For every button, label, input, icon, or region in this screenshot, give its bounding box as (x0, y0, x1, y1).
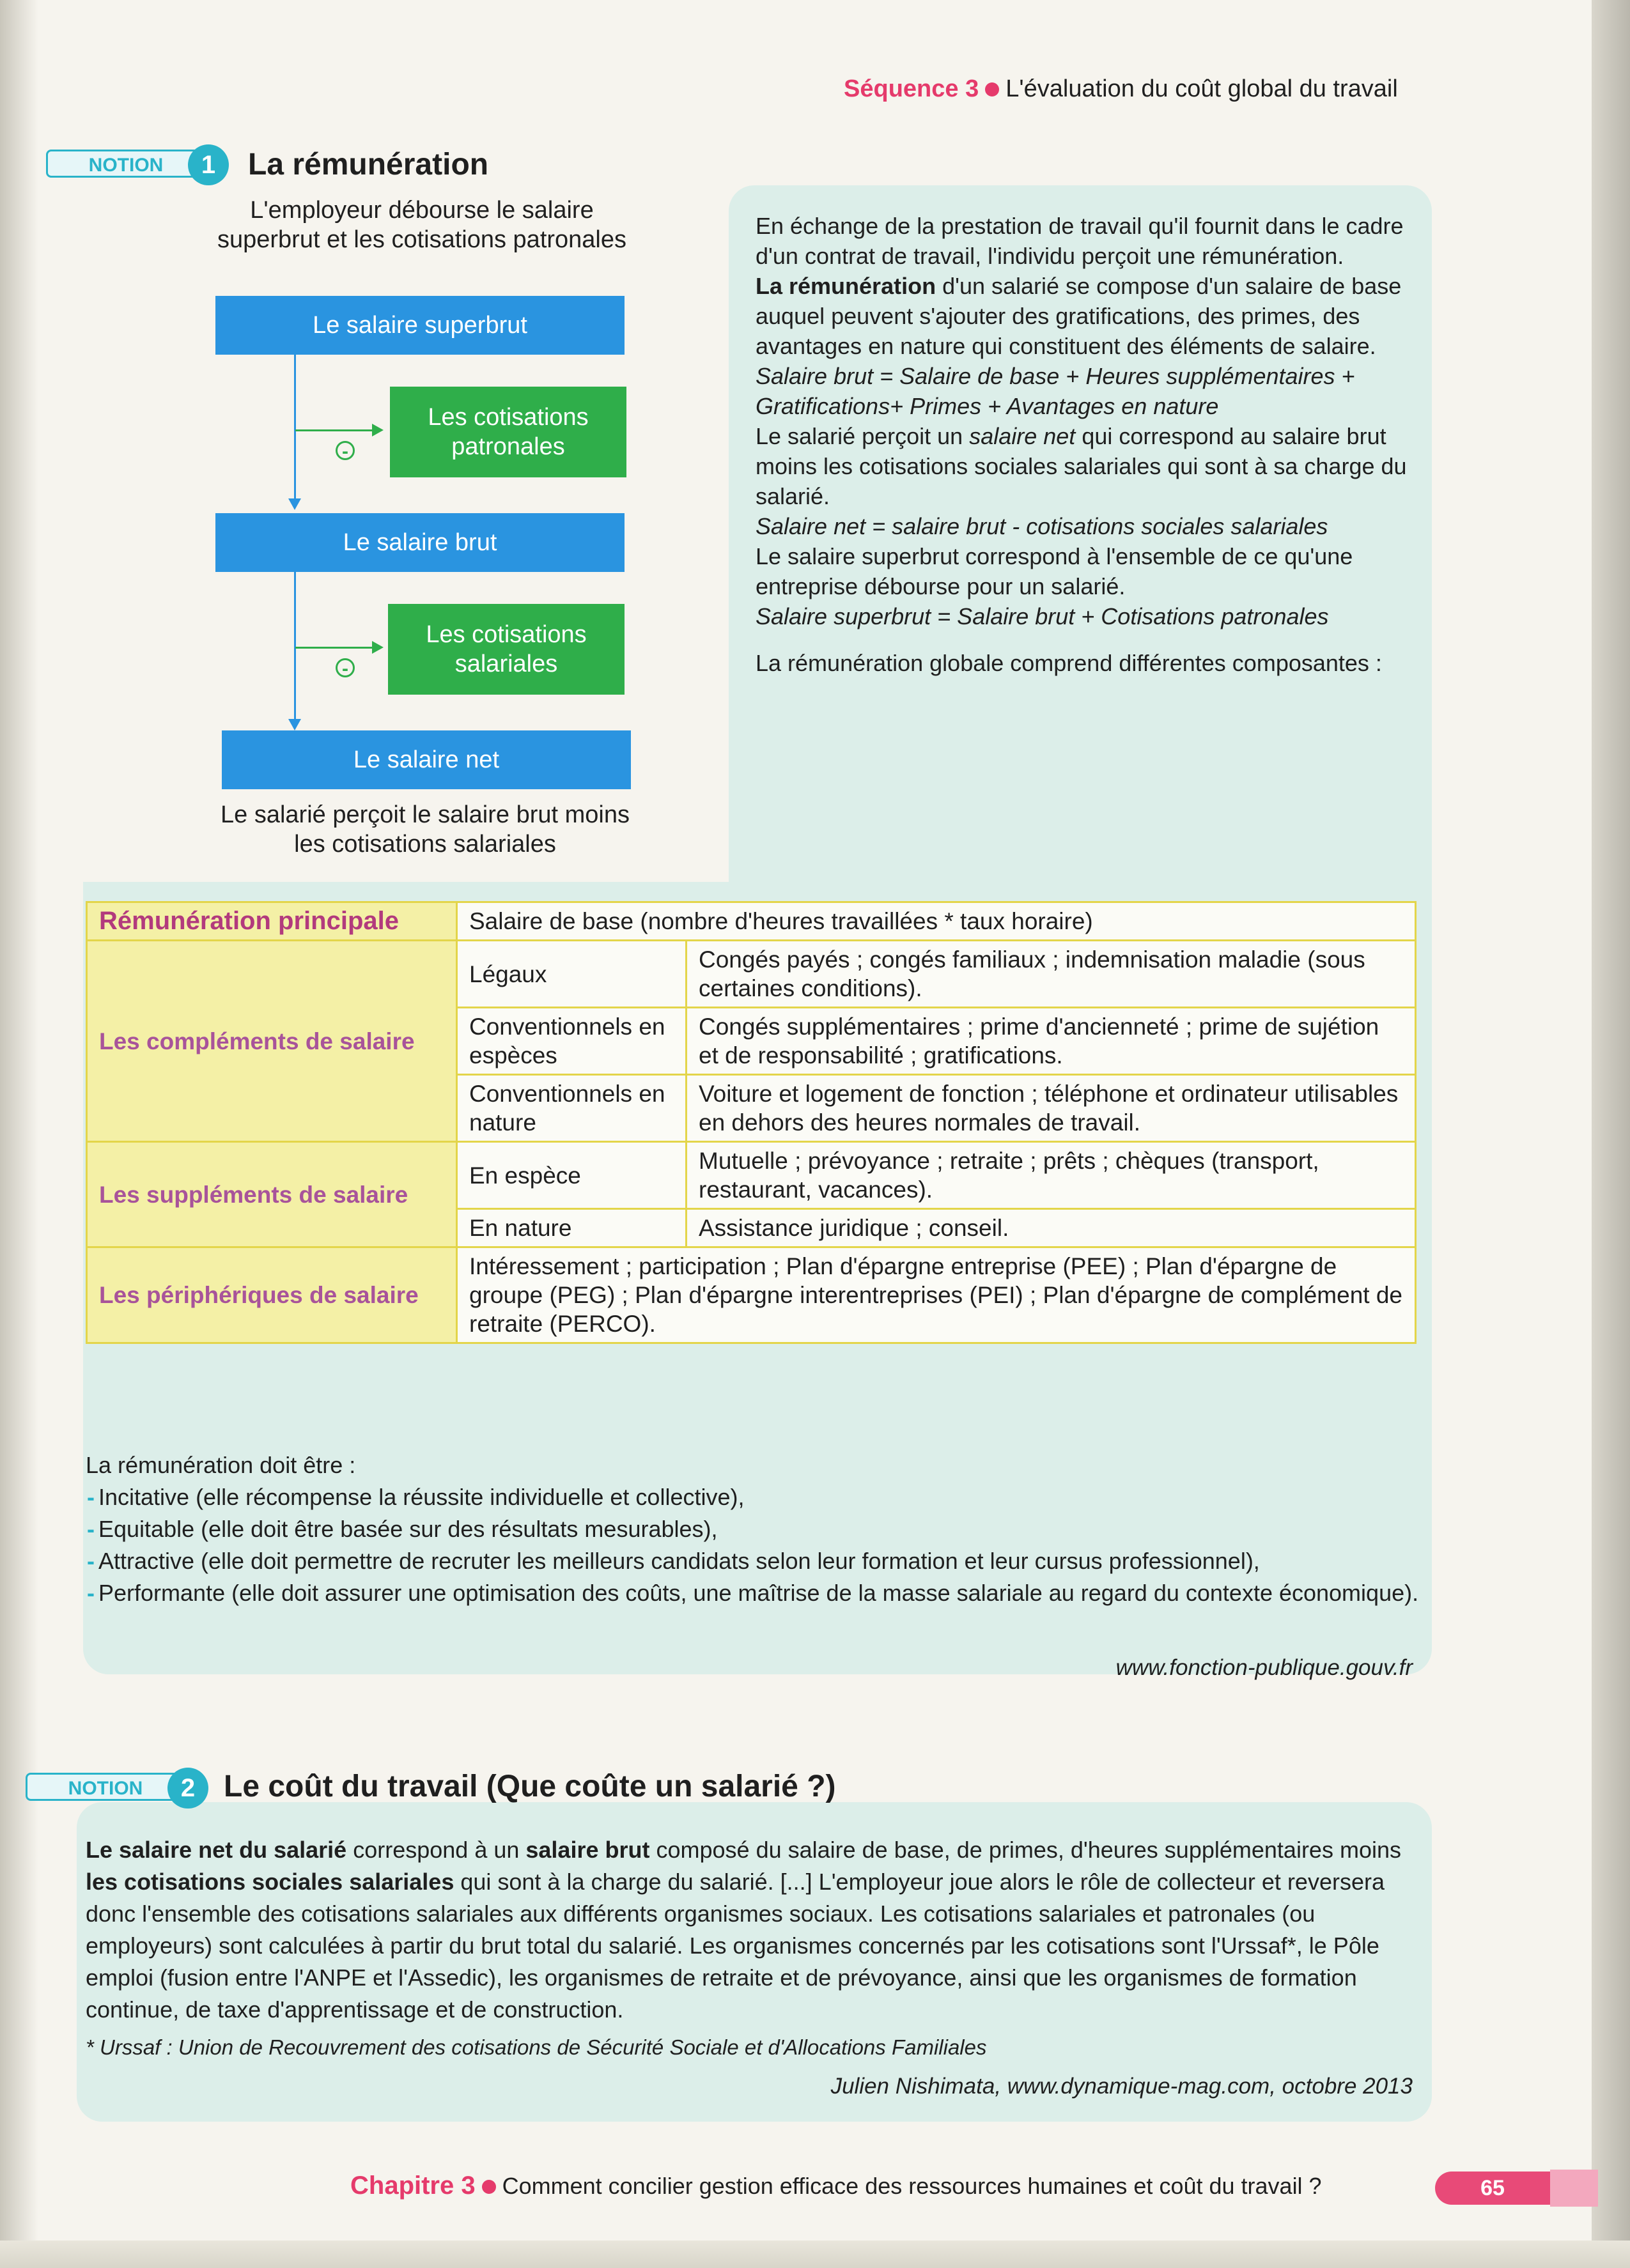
source-citation: Julien Nishimata, www.dynamique-mag.com, octobre 2013 (830, 2074, 1413, 2099)
chapter-title: Comment concilier gestion efficace des ressources humaines et coût du travail ? (502, 2173, 1322, 2199)
notion1-heading (46, 146, 621, 181)
paragraph-text: composé du salaire de base, de primes, d'heures supplémentaires moins (649, 1837, 1401, 1863)
table-subcategory: En nature (457, 1209, 687, 1247)
table-category: Les périphériques de salaire (87, 1247, 457, 1343)
table-subcategory: Légaux (457, 941, 687, 1008)
paragraph-text: d'un salarié se compose d'un salaire de base auquel peuvent s'ajouter des gratifications, des primes, des avantages en nature qui constituent des éléments de salaire. (756, 273, 1402, 359)
paragraph (756, 421, 1420, 511)
page-number: 65 (1435, 2172, 1550, 2205)
table-cell: Congés payés ; congés familiaux ; indemnisation maladie (sous certaines conditions). (687, 941, 1416, 1008)
notion-title: La rémunération (248, 148, 489, 181)
notion-tab: NOTION (46, 150, 206, 178)
notion2-heading (26, 1769, 984, 1805)
table-cell: Voiture et logement de fonction ; téléphone et ordinateur utilisables en dehors des heures normales de travail. (687, 1075, 1416, 1142)
table-row (87, 902, 1416, 941)
bold-term: Le salaire net du salarié (86, 1837, 347, 1863)
list-item (86, 1577, 1428, 1609)
chapter-label: Chapitre 3 (350, 2172, 476, 2200)
flow-branch-line (295, 429, 372, 431)
italic-term: salaire net (969, 423, 1076, 449)
page-tab-edge (1550, 2170, 1598, 2207)
page-shadow (0, 0, 38, 2268)
arrow-down-icon (288, 719, 301, 730)
table-subcategory: Conventionnels en nature (457, 1075, 687, 1142)
list-item-text: Attractive (elle doit permettre de recruter les meilleurs candidats selon leur formation et leur cursus professionnel), (98, 1548, 1260, 1574)
list-item-text: Equitable (elle doit être basée sur des résultats mesurables), (98, 1516, 718, 1542)
list-item (86, 1481, 1428, 1513)
list-item (86, 1513, 1428, 1545)
box-salaire-net: Le salaire net (222, 730, 631, 789)
remuneration-table (86, 901, 1417, 1344)
list-item-text: Performante (elle doit assurer une optimisation des coûts, une maîtrise de la masse salariale au regard du contexte économique). (98, 1580, 1419, 1606)
bold-term: salaire brut (525, 1837, 650, 1863)
diagram-bottom-caption: Le salarié perçoit le salaire brut moins les cotisations salariales (221, 801, 630, 858)
paragraph-text: qui correspond au salaire brut moins les cotisations sociales salariales qui sont à sa charge du salarié. (756, 423, 1407, 509)
table-category: Les compléments de salaire (87, 941, 457, 1142)
minus-icon: - (336, 441, 355, 460)
table-row (87, 1142, 1416, 1209)
box-salaire-brut: Le salaire brut (215, 513, 625, 572)
minus-icon: - (336, 658, 355, 677)
page-bottom-edge (0, 2241, 1630, 2268)
diagram-top-caption: L'employeur débourse le salaire superbrut et les cotisations patronales (217, 197, 627, 253)
arrow-down-icon (288, 498, 301, 510)
paragraph-text: correspond à un (346, 1837, 526, 1863)
list-item-text: Incitative (elle récompense la réussite individuelle et collective), (98, 1484, 745, 1510)
table-cell: Intéressement ; participation ; Plan d'épargne entreprise (PEE) ; Plan d'épargne de groupe (PEG) ; Plan d'épargne interentreprises (PEI) ; Plan d'épargne de complément de retraite (PERCO). (457, 1247, 1416, 1343)
table-cell: Mutuelle ; prévoyance ; retraite ; prêts ; chèques (transport, restaurant, vacances). (687, 1142, 1416, 1209)
bullet-icon: - (87, 1516, 95, 1542)
page-header (844, 75, 1398, 103)
arrow-right-icon (372, 424, 384, 436)
sequence-title: L'évaluation du coût global du travail (1005, 75, 1398, 102)
paragraph-text: qui sont à la charge du salarié. [...] L'employeur joue alors le rôle de collecteur et reversera donc l'ensemble des cotisations salariales aux différents organismes sociaux. Les cotisations salariales et patronales (ou employeurs) sont calculées à partir du brut total du salarié. Les organismes concernés par les cotisations sont l'Urssaf*, le Pôle emploi (fusion entre l'ANPE et l'Assedic), les organismes de retraite et de prévoyance, ainsi que les organismes de formation continue, de taxe d'apprentissage et de construction. (86, 1869, 1385, 2023)
paragraph: La rémunération globale comprend différentes composantes : (756, 650, 1382, 676)
notion2-text (86, 1834, 1415, 2026)
paragraph (756, 271, 1420, 361)
notion-number-badge: 1 (188, 144, 229, 185)
bullet-dot-icon (985, 82, 999, 96)
bullet-icon: - (87, 1548, 95, 1574)
table-cell: Assistance juridique ; conseil. (687, 1209, 1416, 1247)
flow-branch-line (295, 647, 372, 649)
table-subcategory: En espèce (457, 1142, 687, 1209)
box-cotisations-patronales: Les cotisations patronales (390, 387, 626, 477)
box-salaire-superbrut: Le salaire superbrut (215, 296, 625, 355)
flow-line (294, 355, 296, 498)
arrow-right-icon (372, 641, 384, 654)
remuneration-criteria (86, 1449, 1428, 1609)
bullet-dot-icon (482, 2180, 496, 2194)
table-category: Rémunération principale (87, 902, 457, 941)
bold-term: les cotisations sociales salariales (86, 1869, 454, 1895)
notion1-text (756, 211, 1420, 678)
paragraph: Le salaire superbrut correspond à l'ensemble de ce qu'une entreprise débourse pour un salarié. (756, 543, 1353, 599)
notion-title: Le coût du travail (Que coûte un salarié ?) (224, 1770, 836, 1803)
box-cotisations-salariales: Les cotisations salariales (388, 604, 625, 695)
notion-number-badge: 2 (167, 1768, 208, 1809)
book-binding (1592, 0, 1630, 2268)
formula-salaire-net: Salaire net = salaire brut - cotisations sociales salariales (756, 513, 1328, 539)
footnote: * Urssaf : Union de Recouvrement des cotisations de Sécurité Sociale et d'Allocations Familiales (86, 2035, 987, 2059)
source-link: www.fonction-publique.gouv.fr (1115, 1655, 1413, 1680)
table-cell: Salaire de base (nombre d'heures travaillées * taux horaire) (457, 902, 1416, 941)
flow-line (294, 572, 296, 719)
page-footer (350, 2172, 1322, 2200)
paragraph-text: Le salarié perçoit un (756, 423, 970, 449)
list-item (86, 1545, 1428, 1577)
table-category: Les suppléments de salaire (87, 1142, 457, 1247)
bold-term: La rémunération (756, 273, 936, 299)
bullet-icon: - (87, 1484, 95, 1510)
formula-salaire-brut: Salaire brut = Salaire de base + Heures supplémentaires + Gratifications+ Primes + Avantages en nature (756, 363, 1355, 419)
table-row (87, 941, 1416, 1008)
sequence-label: Séquence 3 (844, 75, 979, 102)
paragraph: En échange de la prestation de travail qu'il fournit dans le cadre d'un contrat de travail, l'individu perçoit une rémunération. (756, 213, 1404, 269)
formula-salaire-superbrut: Salaire superbrut = Salaire brut + Cotisations patronales (756, 603, 1329, 629)
notion-tab: NOTION (26, 1773, 185, 1801)
list-intro: La rémunération doit être : (86, 1452, 356, 1478)
bullet-icon: - (87, 1580, 95, 1606)
table-cell: Congés supplémentaires ; prime d'ancienneté ; prime de sujétion et de responsabilité ; gratifications. (687, 1008, 1416, 1075)
table-row (87, 1247, 1416, 1343)
table-subcategory: Conventionnels en espèces (457, 1008, 687, 1075)
